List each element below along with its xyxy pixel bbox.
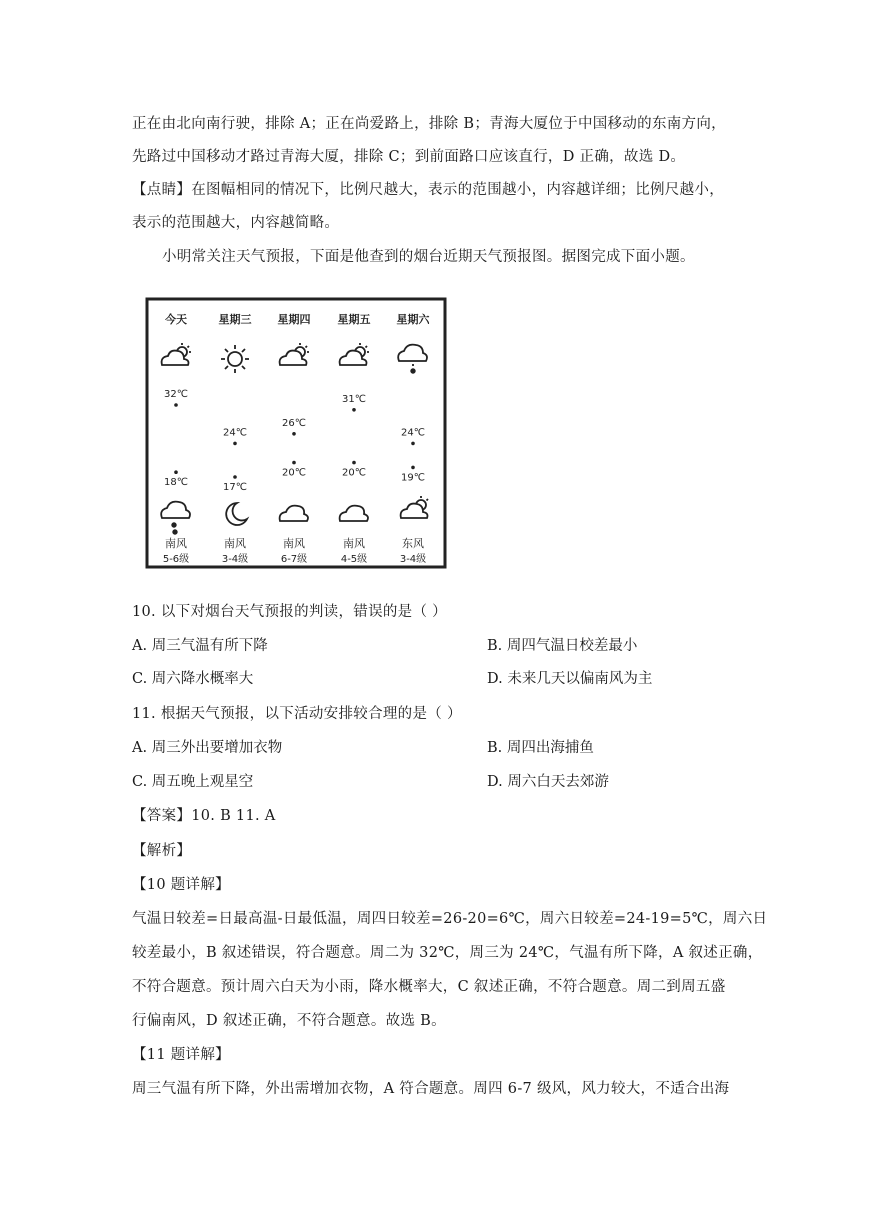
- low-temp-point: [352, 461, 356, 465]
- wind-level: 6-7级: [280, 554, 308, 565]
- detail-10-line-2: 较差最小，B 叙述错误，符合题意。周二为 32℃，周三为 24℃，气温有所下降，A 叙述正确，: [132, 945, 763, 961]
- analysis-title: 【解析】: [132, 843, 192, 859]
- low-temp-point: [292, 461, 296, 465]
- detail-10-line-1: 气温日较差=日最高温-日最低温，周四日较差=26-20=6℃，周六日较差=24-19=5℃，周六日: [132, 911, 768, 927]
- low-temp-label: 17℃: [223, 482, 247, 493]
- detail-11-title: 【11 题详解】: [132, 1047, 230, 1063]
- q11-option-b: B. 周四出海捕鱼: [487, 740, 594, 756]
- detail-10-title: 【10 题详解】: [132, 877, 230, 893]
- high-temp-label: 31℃: [342, 393, 366, 405]
- low-temp-label: 20℃: [282, 467, 306, 479]
- weather-forecast-figure: [145, 297, 447, 569]
- question-11-stem: 11. 根据天气预报，以下活动安排较合理的是（ ）: [132, 706, 462, 722]
- intro-line-1: 正在由北向南行驶，排除 A；正在尚爱路上，排除 B；青海大厦位于中国移动的东南方向，: [132, 116, 726, 132]
- tip-line-1: 【点睛】在图幅相同的情况下，比例尺越大，表示的范围越小，内容越详细；比例尺越小，: [132, 182, 724, 198]
- detail-10-line-4: 行偏南风，D 叙述正确，不符合题意。故选 B。: [132, 1013, 446, 1029]
- wind-level: 3-4级: [399, 554, 427, 565]
- low-temp-label: 18℃: [164, 477, 188, 489]
- high-temp-point: [174, 403, 178, 407]
- day-header: 星期六: [396, 313, 430, 326]
- wind-direction: 东风: [402, 537, 424, 550]
- answer-line: 【答案】10. B 11. A: [132, 808, 276, 824]
- wind-direction: 南风: [343, 537, 365, 550]
- high-temp-point: [352, 408, 356, 412]
- q11-option-a: A. 周三外出要增加衣物: [132, 740, 283, 756]
- tip-line-2: 表示的范围越大，内容越简略。: [132, 215, 340, 231]
- high-temp-point: [233, 442, 237, 446]
- high-temp-label: 24℃: [223, 427, 247, 439]
- high-temp-point: [411, 442, 415, 446]
- low-temp-label: 19℃: [401, 472, 425, 484]
- q11-option-c: C. 周五晚上观星空: [132, 774, 254, 790]
- low-temp-point: [411, 466, 415, 470]
- wind-level: 3-4级: [221, 554, 249, 565]
- wind-direction: 南风: [283, 537, 305, 550]
- day-header: 今天: [165, 313, 187, 326]
- high-temp-label: 32℃: [164, 389, 188, 400]
- q11-option-d: D. 周六白天去郊游: [487, 774, 609, 790]
- wind-level: 5-6级: [162, 554, 190, 565]
- low-temp-point: [174, 470, 178, 474]
- high-temp-label: 24℃: [401, 427, 425, 439]
- q10-option-a: A. 周三气温有所下降: [132, 638, 268, 654]
- q10-option-b: B. 周四气温日校差最小: [487, 638, 638, 654]
- question-intro: 小明常关注天气预报，下面是他查到的烟台近期天气预报图。据图完成下面小题。: [162, 249, 695, 265]
- wind-direction: 南风: [224, 537, 246, 550]
- detail-10-line-3: 不符合题意。预计周六白天为小雨，降水概率大，C 叙述正确，不符合题意。周二到周五盛: [132, 979, 726, 995]
- intro-line-2: 先路过中国移动才路过青海大厦，排除 C；到前面路口应该直行，D 正确，故选 D。: [132, 149, 686, 165]
- wind-direction: 南风: [165, 537, 187, 550]
- day-header: 星期三: [218, 313, 252, 326]
- high-temp-label: 26℃: [282, 417, 306, 429]
- day-header: 星期四: [277, 313, 311, 326]
- q10-option-d: D. 未来几天以偏南风为主: [487, 671, 653, 687]
- question-10-stem: 10. 以下对烟台天气预报的判读，错误的是（ ）: [132, 604, 447, 620]
- low-temp-point: [233, 475, 237, 479]
- wind-level: 4-5级: [340, 554, 368, 565]
- high-temp-point: [292, 432, 296, 436]
- q10-option-c: C. 周六降水概率大: [132, 671, 254, 687]
- low-temp-label: 20℃: [342, 467, 366, 479]
- detail-11-line-1: 周三气温有所下降，外出需增加衣物，A 符合题意。周四 6-7 级风，风力较大，不适合出海: [132, 1081, 730, 1097]
- day-header: 星期五: [337, 313, 371, 326]
